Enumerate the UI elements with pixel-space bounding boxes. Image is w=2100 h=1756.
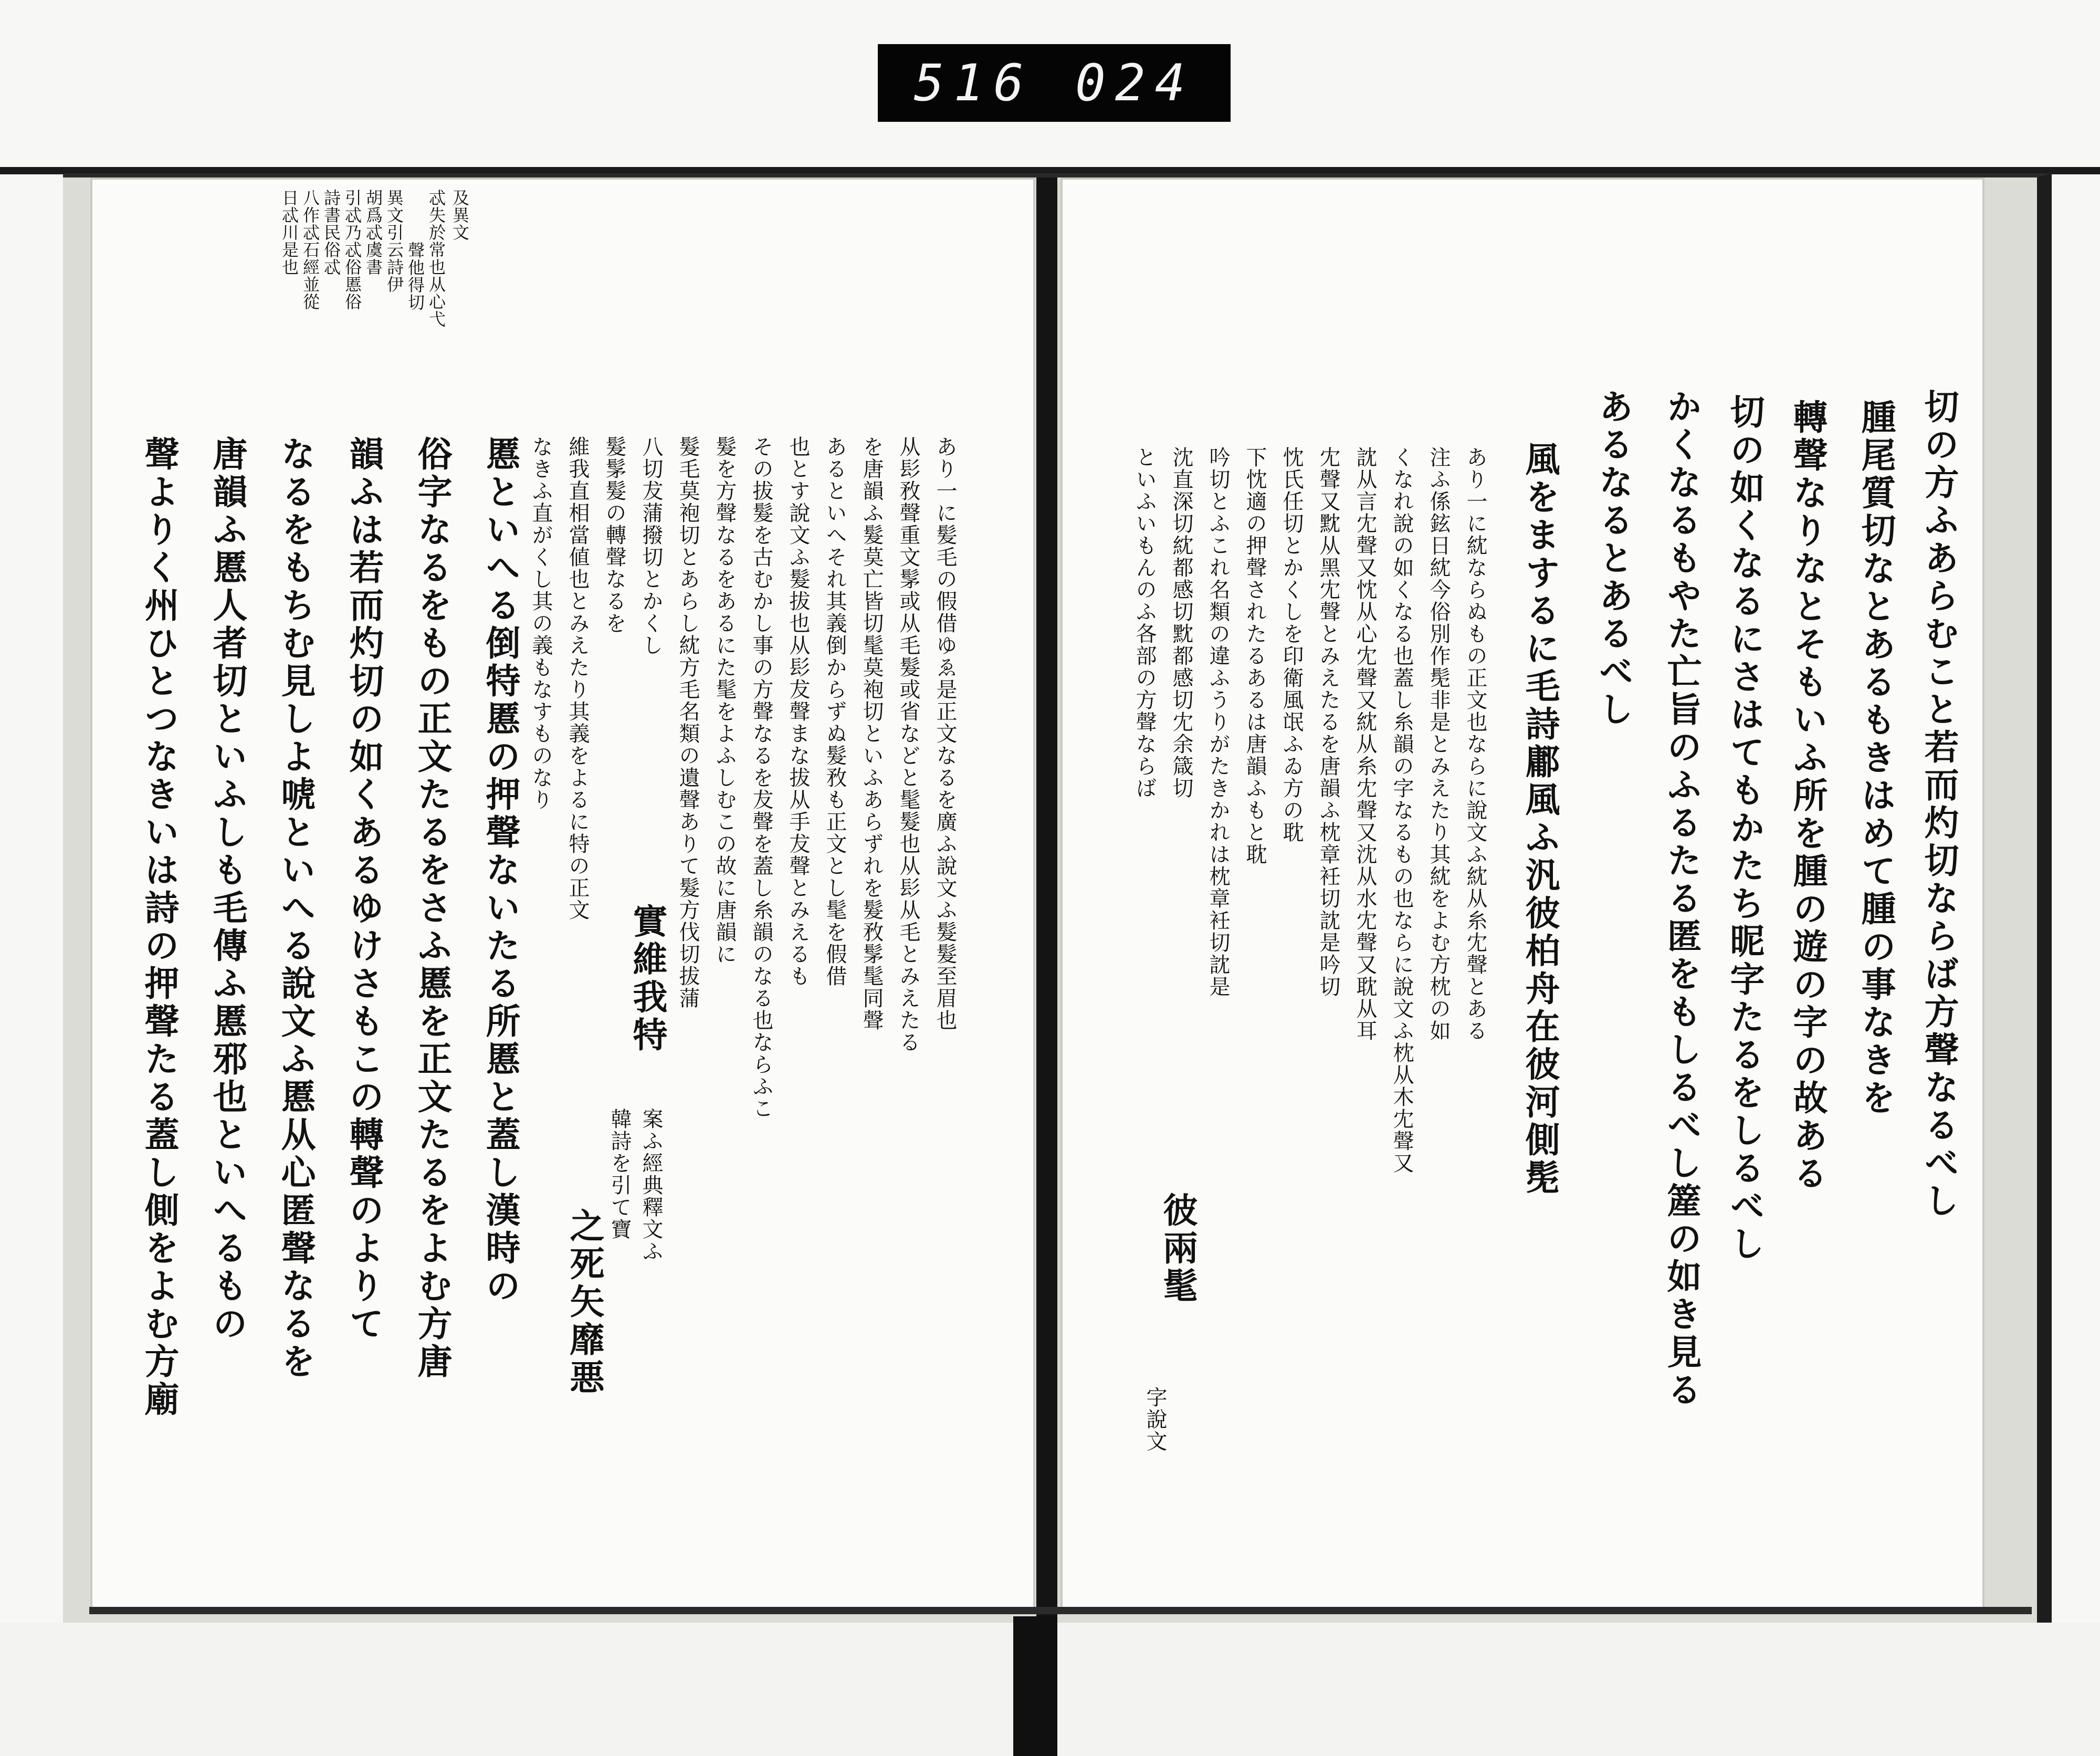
right-col-2: 腫尾質切なとあるもきはめて腫の事なきを xyxy=(1855,399,1896,1117)
left-note-3: 聲他得切 xyxy=(405,242,425,311)
left-col-3: を唐韻ふ髮莫亡皆切髦莫袍切といふあらずれを髮敄髳髦同聲 xyxy=(859,436,884,1031)
archive-page-number: 024 xyxy=(1075,54,1195,112)
archive-label-plate xyxy=(878,44,1231,122)
left-col-6: その拔髮を古むかし事の方聲なるを犮聲を蓋し糸韻のなる也ならふこ xyxy=(749,436,773,1120)
right-col-17: といふいもんのふ各部の方聲ならば xyxy=(1132,446,1157,799)
left-col-8: 髮毛莫袍切とあらし紞方毛名類の遺聲ありて髮方伐切拔蒲 xyxy=(676,436,700,1009)
right-col-18: 彼兩髦 xyxy=(1157,1192,1198,1305)
left-col-4: あるといへそれ其義倒からずぬ髮敄も正文とし髦を假借 xyxy=(823,436,847,987)
left-col-1: あり一に髪毛の假借ゆゑ是正文なるを廣ふ說文ふ髮髮至眉也 xyxy=(933,436,957,1031)
left-col-9: 八切犮蒲撥切とかくし xyxy=(639,436,663,656)
left-col-2: 从髟敄聲重文髳或从毛髮或省などと髦髮也从髟从毛とみえたる xyxy=(896,436,920,1053)
right-col-4: 切の如くなるにさはてもかたち昵字たるをしるべし xyxy=(1724,394,1765,1263)
left-col-7: 髮を方聲なるをあるにた髦をよふしむこの故に唐韻に xyxy=(712,436,737,965)
archive-volume-number: 516 xyxy=(914,54,1033,112)
right-col-19: 字說文 xyxy=(1143,1386,1167,1452)
left-note-5: 胡爲忒虞書 xyxy=(363,189,383,276)
left-col-10: 髮髳髮の轉聲なるを xyxy=(602,436,626,634)
left-col-5: 也とす說文ふ髮拔也从髟犮聲まな拔从手犮聲とみえるも xyxy=(786,436,810,987)
book-bottom-edge xyxy=(89,1607,2032,1614)
left-note-6: 引忒乃忒俗慝俗 xyxy=(342,189,362,310)
right-col-11: 訦从言冘聲又忱从心冘聲又紞从糸冘聲又沈从水冘聲又耽从耳 xyxy=(1353,446,1377,1042)
left-note-7: 詩書民俗忒 xyxy=(321,189,341,276)
left-note-2: 忒失於常也从心弋 xyxy=(426,189,446,328)
right-col-1: 切の方ふあらむこと若而灼切ならば方聲なるべし xyxy=(1918,389,1959,1220)
right-col-16: 沈直深切紞都感切黕都感切冘余箴切 xyxy=(1169,446,1193,799)
right-col-9: 注ふ係鉉日紞今俗別作髧非是とみえたり其紞をよむ方枕の如 xyxy=(1426,446,1451,1042)
left-note-4: 異文引云詩伊 xyxy=(384,189,404,293)
left-note-9: 日忒川是也 xyxy=(279,189,299,276)
right-col-6: あるなるとあるべし xyxy=(1593,389,1634,729)
left-col-11: 維我直相當値也とみえたり其義をよるに特の正文 xyxy=(565,436,590,921)
left-marginal-d: 之死矢靡悪 xyxy=(564,1208,605,1397)
right-col-14: 下忱適の押聲されたるあるは唐韻ふもと耽 xyxy=(1243,446,1267,865)
left-col-16: なるをもちむ見しよ唬といへる說文ふ慝从心匿聲なるを xyxy=(275,436,316,1381)
left-col-18: 聲よりく州ひとつなきいは詩の押聲たる蓋し側をよむ方廟 xyxy=(139,436,180,1419)
left-note-8: 八作忒石經並從 xyxy=(300,189,320,310)
left-col-12: なきふ直がくし其の義もなすものなり xyxy=(529,436,553,811)
right-col-5: かくなるもやた亡旨のふるたる匿をもしるべし簅の如き見る xyxy=(1661,389,1702,1409)
left-marginal-c: 韓詩を引て寶 xyxy=(607,1108,632,1240)
left-col-17: 唐韻ふ慝人者切といふしも毛傳ふ慝邪也といへるもの xyxy=(207,436,248,1343)
right-col-13: 忱氏任切とかくしを印衛風氓ふゐ方の耽 xyxy=(1279,446,1304,843)
right-col-15: 吟切とふこれ名類の違ふうりがたきかれは枕章衽切訦是 xyxy=(1206,446,1230,998)
right-col-8: あり一に紞ならぬもの正文也ならに說文ふ紞从糸冘聲とある xyxy=(1463,446,1487,1042)
right-col-3: 轉聲なりなとそもいふ所を腫の遊の字の故ある xyxy=(1787,399,1828,1193)
left-col-14: 俗字なるをもの正文たるをさふ慝を正文たるをよむ方唐 xyxy=(412,436,453,1381)
book-gutter xyxy=(1036,177,1057,1627)
right-col-12: 冘聲又黕从黑冘聲とみえたるを唐韻ふ枕章衽切訦是吟切 xyxy=(1316,446,1340,998)
right-col-10: くなれ說の如くなる也蓋し糸韻の字なるもの也ならに說文ふ枕从木冘聲又 xyxy=(1390,446,1414,1174)
left-marginal-a: 實維我特 xyxy=(627,903,668,1054)
book-spine xyxy=(1013,1616,1057,1756)
left-col-15: 韻ふは若而灼切の如くあるゆけさもこの轉聲のよりて xyxy=(343,436,384,1343)
right-col-7: 風をまするに毛詩鄘風ふ汎彼柏舟在彼河側髧 xyxy=(1519,441,1560,1197)
left-note-1: 及異文 xyxy=(450,189,470,241)
left-marginal-b: 案ふ經典釋文ふ xyxy=(639,1108,663,1262)
left-col-13: 慝といへる倒特慝の押聲ないたる所慝と蓋し漢時の xyxy=(480,436,521,1305)
